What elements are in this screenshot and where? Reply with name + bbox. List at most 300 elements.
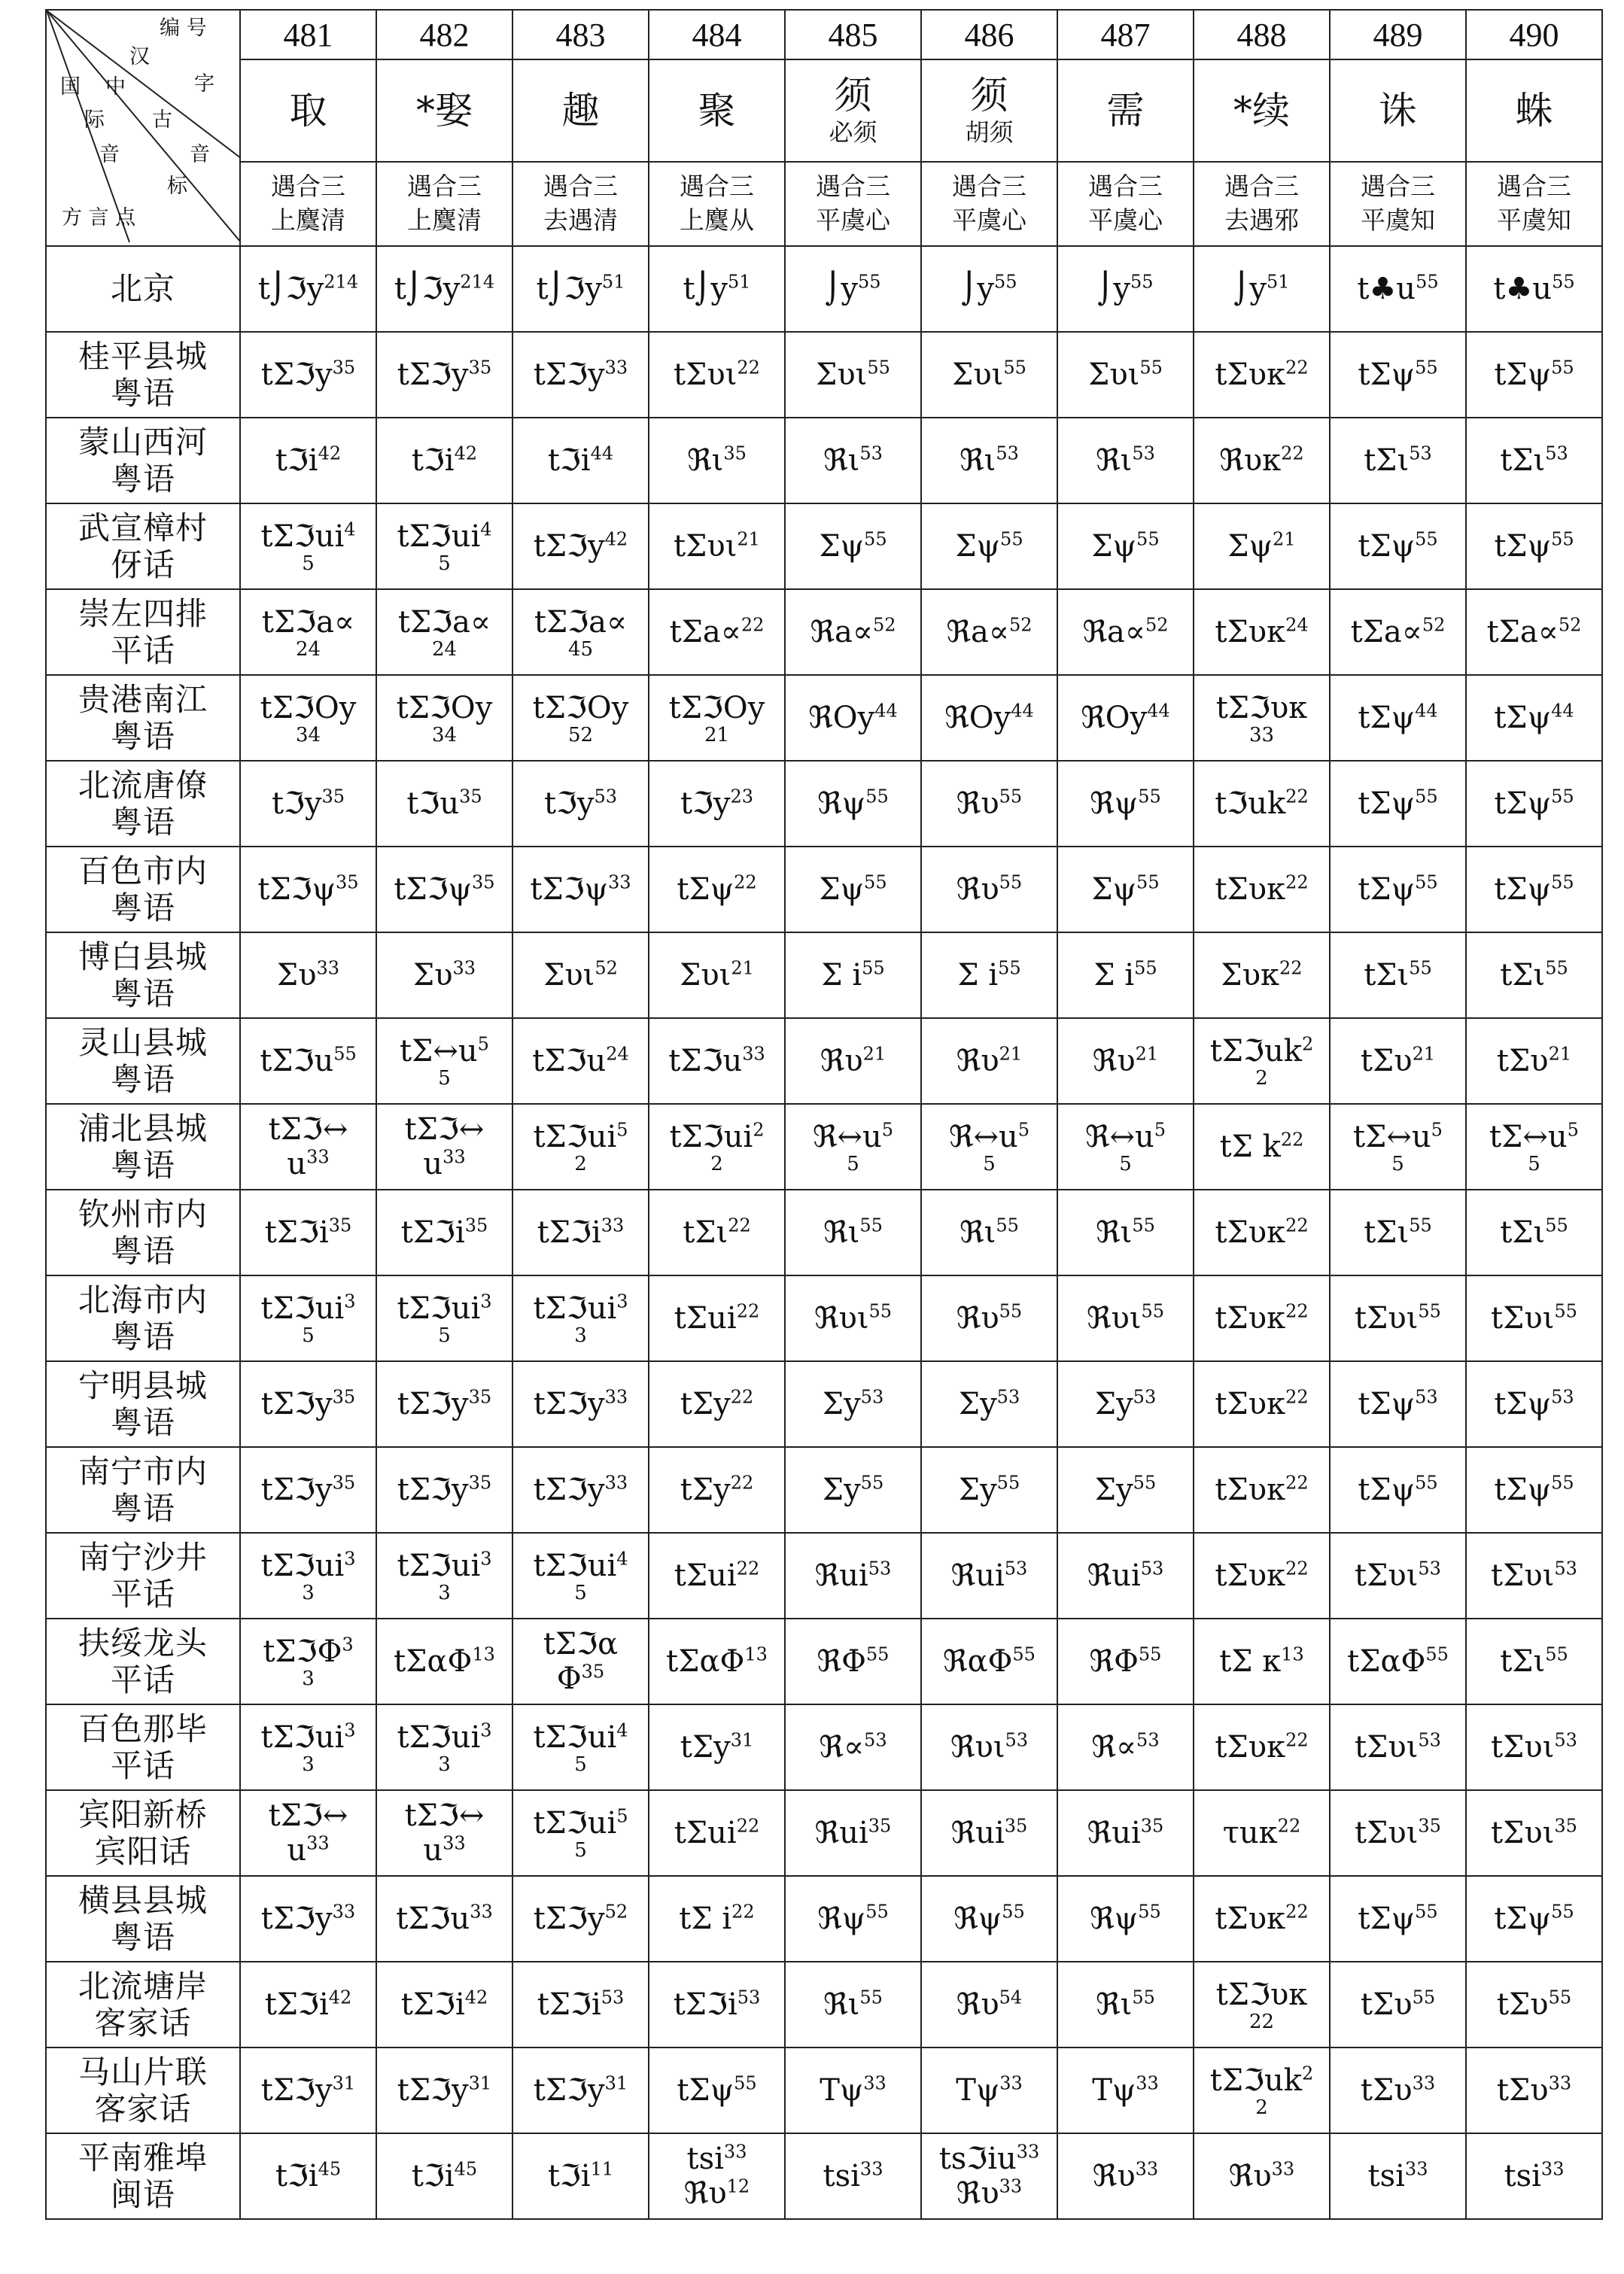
ipa-reading [1194, 1275, 1330, 1361]
ipa-line [1467, 2073, 1601, 2108]
ipa-reading [376, 1275, 512, 1361]
ipa-reading [649, 1962, 785, 2048]
ipa-line [1194, 1034, 1329, 1069]
tone-superscript: 53 [1418, 1729, 1441, 1751]
tone-superscript: 22 [1285, 1901, 1309, 1923]
ipa-segment: tΣι [1364, 1215, 1410, 1250]
ipa-reading [1330, 1275, 1466, 1361]
ipa-reading [1194, 246, 1330, 332]
tone-superscript: 31 [332, 2072, 356, 2094]
ipa-line [1058, 1902, 1193, 1936]
ipa-line [377, 872, 512, 907]
tone-superscript: 5 [881, 1119, 894, 1141]
tone-superscript: 55 [868, 1300, 893, 1322]
ipa-line [922, 786, 1057, 821]
ipa-segment: tΣℑy [260, 2073, 333, 2108]
ipa-segment: ℜui [814, 1558, 868, 1593]
tone-superscript: 44 [590, 442, 614, 464]
ipa-segment: Σy [1094, 1387, 1133, 1421]
middle-chinese-row [46, 162, 1602, 246]
ipa-line [513, 1720, 648, 1755]
ipa-line [1058, 1120, 1193, 1154]
dialect-row [46, 1447, 1602, 1533]
ipa-segment: ℜι [1096, 443, 1133, 478]
ipa-segment: tΣℑui [669, 1120, 753, 1154]
ipa-line [241, 872, 376, 907]
ipa-reading [649, 418, 785, 503]
tone-wrap: 5 [302, 1324, 315, 1347]
ipa-segment: tΣℑy [397, 1387, 469, 1421]
ipa-segment: tℑi [275, 443, 318, 478]
ipa-segment: tΣℑy [533, 1473, 605, 1507]
ipa-reading [921, 418, 1057, 503]
ipa-segment: Σψ [1091, 529, 1137, 564]
ipa-line [241, 1549, 376, 1583]
tone-superscript: 55 [996, 1472, 1020, 1494]
ipa-reading [921, 589, 1057, 675]
ipa-segment: tΣψ [1358, 529, 1416, 564]
ipa-line [377, 1987, 512, 2022]
mc-rhyme-initial: 平虞知 [1361, 205, 1435, 235]
dialect-row [46, 1190, 1602, 1275]
ipa-segment: tΣℑy [533, 357, 605, 392]
tone-wrap: 33 [1248, 724, 1275, 746]
ipa-segment: ℜυ [956, 1044, 999, 1078]
tone-wrap: 3 [302, 1753, 315, 1776]
ipa-reading [649, 932, 785, 1018]
ipa-line [1467, 1301, 1601, 1336]
ipa-segment: tℑy [543, 786, 595, 821]
ipa-segment: tΣℑa∝ [397, 605, 491, 640]
dialect-name: 伢话 [110, 546, 175, 583]
label-zi: 字 [194, 72, 214, 96]
ipa-reading [376, 847, 512, 932]
place-name: 南宁市内 [78, 1452, 208, 1490]
ipa-segment: ⌡y [1097, 272, 1130, 306]
tone-superscript: 33 [859, 2158, 883, 2180]
dialect-name: 闽语 [110, 2176, 175, 2213]
character-row [46, 59, 1602, 162]
mc-rhyme-initial: 平虞心 [1088, 205, 1163, 235]
ipa-line [1331, 357, 1465, 392]
ipa-segment: tΣυκ [1215, 1473, 1286, 1507]
ipa-reading [1057, 2048, 1194, 2133]
ipa-reading [512, 1275, 649, 1361]
ipa-reading [376, 1361, 512, 1447]
ipa-line [922, 1387, 1057, 1421]
ipa-line [1194, 2159, 1329, 2193]
ipa-line [1058, 786, 1193, 821]
ipa-reading [512, 932, 649, 1018]
ipa-line [786, 272, 920, 306]
ipa-segment: tΣ k [1219, 1129, 1281, 1164]
ipa-segment: tΣυκ [1215, 872, 1286, 907]
tone-superscript: 55 [1138, 786, 1161, 807]
ipa-line [1194, 615, 1329, 649]
ipa-line [1058, 2073, 1193, 2108]
ipa-line [241, 519, 376, 554]
ipa-segment: tΣℑ↔ [268, 1112, 348, 1147]
ipa-line [649, 1044, 784, 1078]
ipa-reading [1057, 1790, 1194, 1876]
ipa-line [922, 443, 1057, 478]
ipa-line [377, 1473, 512, 1507]
tone-superscript: 33 [1136, 2072, 1159, 2094]
place-name: 宾阳新桥 [78, 1795, 208, 1833]
ipa-line [377, 1902, 512, 1936]
ipa-reading [240, 1018, 376, 1104]
ipa-reading [1330, 847, 1466, 932]
ipa-reading [1466, 675, 1602, 761]
ipa-line [377, 2159, 512, 2193]
tone-superscript: 35 [328, 1215, 352, 1236]
tone-superscript: 22 [1285, 1386, 1309, 1408]
ipa-reading [376, 1704, 512, 1790]
ipa-segment: tΣℑu [668, 1044, 743, 1078]
tone-superscript: 5 [1567, 1119, 1579, 1141]
ipa-segment: tΣℑui [397, 1549, 481, 1583]
tone-superscript: 55 [859, 1215, 883, 1236]
tone-superscript: 22 [1285, 1215, 1309, 1236]
place-name: 平南雅埠 [78, 2139, 208, 2176]
ipa-line [786, 615, 920, 649]
ipa-segment: tΣℑy [533, 529, 605, 564]
ipa-reading [649, 503, 785, 589]
ipa-line [513, 605, 648, 640]
ipa-segment: ℜι [823, 443, 860, 478]
ipa-line [922, 1644, 1057, 1679]
ipa-reading [512, 1018, 649, 1104]
mc-rhyme-initial: 去遇邪 [1224, 205, 1299, 235]
ipa-segment: tΣυκ [1215, 1558, 1286, 1593]
ipa-line [513, 1806, 648, 1841]
tone-superscript: 55 [1551, 786, 1574, 807]
dialect-place [46, 1447, 240, 1533]
ipa-line [1467, 1120, 1601, 1154]
column-number: 487 [1057, 10, 1194, 59]
ipa-segment: ℜ↔u [812, 1120, 882, 1154]
mc-rhyme-initial: 平虞知 [1497, 205, 1571, 235]
ipa-reading [240, 1447, 376, 1533]
ipa-reading [1194, 761, 1330, 847]
tone-superscript: 55 [993, 271, 1017, 293]
ipa-line [1058, 1558, 1193, 1593]
ipa-line [377, 519, 512, 554]
ipa-reading [921, 332, 1057, 418]
ipa-segment: Tψ [1092, 2073, 1136, 2108]
ipa-segment: Σy [822, 1387, 861, 1421]
tone-superscript: 53 [1133, 1386, 1157, 1408]
dialect-name: 粤语 [110, 1919, 175, 1956]
mc-category: 遇合三 [1088, 172, 1163, 202]
ipa-reading [1194, 503, 1330, 589]
ipa-segment: tΣψ [1494, 786, 1552, 821]
ipa-segment: ℜOy [808, 701, 875, 735]
ipa-reading [240, 1962, 376, 2048]
tone-superscript: 55 [865, 1643, 890, 1665]
dialect-place [46, 761, 240, 847]
ipa-line [1058, 1816, 1193, 1850]
tone-superscript: 55 [1000, 528, 1023, 550]
ipa-reading [376, 332, 512, 418]
tone-superscript: 33 [306, 1146, 330, 1168]
ipa-line [649, 1902, 784, 1936]
tone-superscript: 22 [1285, 357, 1309, 378]
tone-superscript: 5 [477, 1033, 489, 1055]
ipa-reading [240, 1876, 376, 1962]
dialect-name: 粤语 [110, 804, 175, 841]
ipa-line [241, 1387, 376, 1421]
ipa-line [241, 1112, 376, 1147]
tone-superscript: 53 [1418, 1558, 1441, 1579]
ipa-line [513, 1627, 648, 1661]
ipa-reading [649, 1790, 785, 1876]
tone-superscript: 53 [864, 1729, 887, 1751]
tone-wrap: 24 [295, 638, 321, 661]
ipa-line [241, 1902, 376, 1936]
dialect-place [46, 503, 240, 589]
ipa-line [786, 786, 920, 821]
dialect-place [46, 1275, 240, 1361]
ipa-line [649, 1120, 784, 1154]
ipa-segment: Σy [1094, 1473, 1133, 1507]
ipa-segment: ℜψ [1090, 1902, 1139, 1936]
tone-wrap: 5 [302, 552, 315, 575]
ipa-segment: tΣℑa∝ [534, 605, 628, 640]
ipa-line [241, 691, 376, 725]
ipa-segment: Φ [556, 1661, 582, 1696]
ipa-segment: tΣℑOy [260, 691, 357, 725]
tone-superscript: 55 [1136, 528, 1160, 550]
ipa-line [649, 958, 784, 993]
tone-superscript: 55 [1132, 1987, 1155, 2008]
ipa-reading [512, 1704, 649, 1790]
ipa-segment: tΣψ [677, 872, 734, 907]
mc-rhyme-initial: 上麌清 [407, 205, 482, 235]
ipa-segment: ℜOy [944, 701, 1011, 735]
ipa-reading [240, 1533, 376, 1619]
ipa-reading [785, 1018, 921, 1104]
tone-wrap: 5 [574, 1753, 587, 1776]
tone-superscript: 53 [1415, 1386, 1438, 1408]
character-glyph: 需 [1106, 89, 1145, 132]
character-glyph: 须 [834, 74, 872, 117]
ipa-reading [921, 2048, 1057, 2133]
tone-wrap: 22 [1248, 2011, 1275, 2033]
ipa-line [1467, 1902, 1601, 1936]
ipa-segment: Σψ [819, 872, 865, 907]
tone-superscript: 51 [601, 271, 625, 293]
ipa-reading [649, 761, 785, 847]
dialect-place [46, 246, 240, 332]
tone-superscript: 13 [1281, 1643, 1304, 1665]
ipa-segment: ℜΦ [1089, 1644, 1139, 1679]
ipa-line [922, 872, 1057, 907]
ipa-reading [1194, 1190, 1330, 1275]
ipa-reading [240, 2048, 376, 2133]
column-number: 483 [512, 10, 649, 59]
ipa-segment: ℜυι [1086, 1301, 1142, 1336]
ipa-segment: tΣψ [1494, 357, 1552, 392]
ipa-segment: ℜυ [956, 872, 999, 907]
ipa-reading [240, 1361, 376, 1447]
ipa-segment: Σ i [1093, 958, 1135, 993]
dialect-place [46, 1018, 240, 1104]
ipa-segment: tΣℑi [264, 1215, 329, 1250]
ipa-line [1467, 786, 1601, 821]
ipa-line [786, 1301, 920, 1336]
column-middle-chinese [649, 162, 785, 246]
ipa-segment: ℜυ [956, 786, 999, 821]
ipa-reading [1057, 932, 1194, 1018]
ipa-reading [1194, 847, 1330, 932]
ipa-segment: Σy [822, 1473, 861, 1507]
ipa-reading [376, 1790, 512, 1876]
ipa-reading [1194, 932, 1330, 1018]
tone-superscript: 45 [318, 2158, 342, 2180]
ipa-segment: τuκ [1222, 1816, 1278, 1850]
ipa-reading [376, 246, 512, 332]
tone-wrap: 2 [710, 1153, 723, 1175]
dialect-row [46, 1018, 1602, 1104]
ipa-segment: tsi [823, 2159, 860, 2193]
tone-wrap: 21 [704, 724, 730, 746]
tone-superscript: 33 [723, 2141, 747, 2163]
ipa-line [513, 691, 648, 725]
tone-superscript: 52 [1008, 614, 1032, 636]
ipa-reading [240, 761, 376, 847]
ipa-segment: ℜυ [1092, 1044, 1136, 1078]
ipa-line [1058, 1301, 1193, 1336]
tone-superscript: 22 [730, 1386, 754, 1408]
ipa-segment: ℜ↔u [948, 1120, 1018, 1154]
ipa-segment: Σψ [1227, 529, 1273, 564]
ipa-segment: Σψ [819, 529, 865, 564]
tone-superscript: 42 [328, 1987, 352, 2008]
tone-superscript: 35 [581, 1661, 605, 1683]
ipa-segment: tΣa∝ [1486, 615, 1559, 649]
ipa-segment: tΣυ [1496, 1987, 1549, 2022]
ipa-reading [1194, 1619, 1330, 1704]
ipa-line [1467, 1816, 1601, 1850]
tone-superscript: 35 [1554, 1815, 1577, 1837]
ipa-reading [512, 761, 649, 847]
ipa-line [241, 1798, 376, 1833]
ipa-reading [1057, 1704, 1194, 1790]
ipa-reading [1194, 332, 1330, 418]
ipa-segment: tΣ↔u [1353, 1120, 1431, 1154]
tone-superscript: 55 [1134, 957, 1157, 979]
tone-superscript: 55 [862, 957, 885, 979]
dialect-row [46, 1275, 1602, 1361]
ipa-reading [1330, 675, 1466, 761]
character-glyph: *娶 [416, 89, 473, 132]
ipa-reading [921, 1533, 1057, 1619]
ipa-reading [785, 1790, 921, 1876]
ipa-line [1194, 529, 1329, 564]
ipa-reading [649, 2048, 785, 2133]
ipa-segment: tΣℑy [397, 357, 469, 392]
tone-superscript: 55 [1425, 1643, 1449, 1665]
tone-superscript: 55 [864, 528, 887, 550]
dialect-place [46, 1790, 240, 1876]
tone-wrap: 5 [438, 1324, 451, 1347]
ipa-segment: ℜι [1096, 1215, 1133, 1250]
ipa-segment: ℜOy [1081, 701, 1148, 735]
ipa-reading [649, 1190, 785, 1275]
ipa-segment: Συι [1088, 357, 1140, 392]
ipa-line [513, 958, 648, 993]
ipa-reading [512, 1361, 649, 1447]
tone-superscript: 33 [604, 357, 628, 378]
character-glyph: 聚 [698, 89, 736, 132]
ipa-reading [1466, 246, 1602, 332]
ipa-segment: tℑi [275, 2159, 318, 2193]
tone-superscript: 55 [1133, 1472, 1157, 1494]
ipa-reading [649, 1704, 785, 1790]
ipa-reading [649, 246, 785, 332]
ipa-segment: t⌡ℑy [394, 272, 461, 306]
ipa-reading [649, 332, 785, 418]
ipa-segment: ℜψ [817, 1902, 866, 1936]
beijing-row [46, 246, 1602, 332]
ipa-segment: tΣa∝ [669, 615, 741, 649]
ipa-segment: ℜυ [683, 2176, 727, 2211]
tone-superscript: 55 [1415, 786, 1438, 807]
ipa-segment: tΣℑu [260, 1044, 334, 1078]
ipa-reading [649, 847, 785, 932]
dialect-name: 粤语 [110, 718, 175, 755]
ipa-segment: tΣψ [1494, 872, 1552, 907]
ipa-segment: tΣℑψ [394, 872, 473, 907]
ipa-segment: tΣℑui [533, 1549, 617, 1583]
ipa-reading [785, 418, 921, 503]
ipa-line [1331, 1387, 1465, 1421]
ipa-segment: ℜui [1087, 1816, 1141, 1850]
ipa-reading [512, 246, 649, 332]
dialect-place [46, 1962, 240, 2048]
ipa-line [922, 1120, 1057, 1154]
tone-superscript: 31 [730, 1729, 754, 1751]
ipa-segment: tΣℑui [260, 1291, 345, 1326]
ipa-segment: tΣℑ↔ [404, 1798, 485, 1833]
ipa-line [1331, 1044, 1465, 1078]
ipa-line [377, 1387, 512, 1421]
ipa-reading [785, 761, 921, 847]
ipa-segment: tΣℑuk [1209, 1034, 1302, 1069]
ipa-segment: ℜ∝ [819, 1730, 865, 1765]
ipa-line [1194, 691, 1329, 725]
ipa-reading [921, 2133, 1057, 2219]
ipa-reading [1057, 847, 1194, 932]
ipa-segment: tℑi [411, 2159, 455, 2193]
tone-superscript: 35 [332, 1386, 356, 1408]
ipa-reading [921, 1876, 1057, 1962]
ipa-reading [1466, 1190, 1602, 1275]
place-name: 蒙山西河 [78, 423, 208, 461]
dialect-place [46, 675, 240, 761]
ipa-line [377, 1215, 512, 1250]
ipa-segment: tΣυι [674, 357, 737, 392]
ipa-segment: ℜυ [820, 1044, 863, 1078]
ipa-reading [1330, 1533, 1466, 1619]
tone-superscript: 53 [1554, 1558, 1577, 1579]
ipa-line [513, 1987, 648, 2022]
ipa-segment: tΣψ [1494, 701, 1552, 735]
dialect-place [46, 1619, 240, 1704]
ipa-line [786, 958, 920, 993]
ipa-segment: ℜui [950, 1558, 1005, 1593]
